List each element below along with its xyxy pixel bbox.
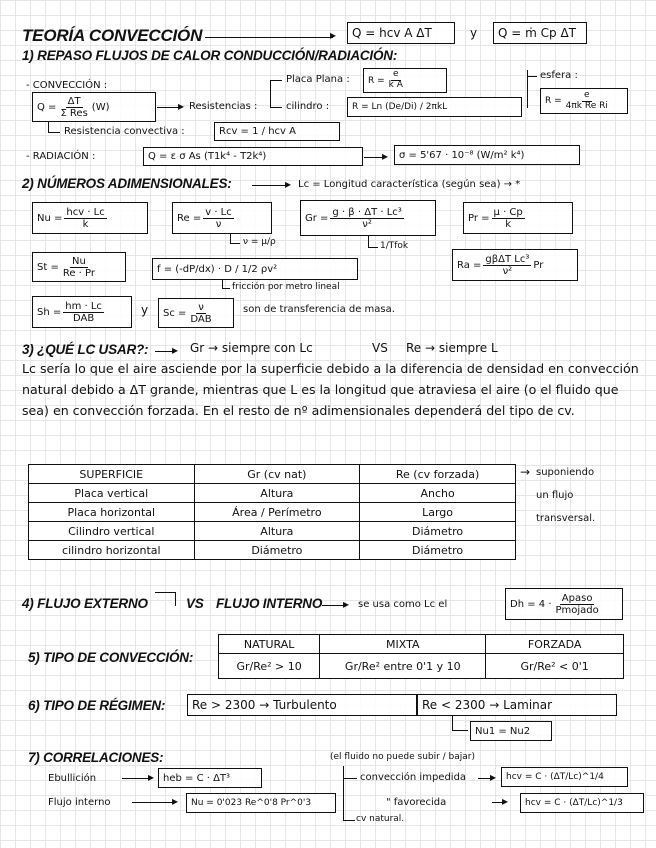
rayleigh-number [452,249,578,281]
gr-lhs: Gr = [305,212,329,224]
table-cell: Largo [360,503,516,522]
table-header: Re (cv forzada) [360,465,516,484]
bracket-line [222,288,230,289]
sh-lhs: Sh = [37,306,62,318]
table-note-line: transversal. [536,513,596,524]
st-numerator: Nu [71,255,86,267]
arrow-line [252,185,288,186]
st-lhs: St = [37,261,59,273]
ra-lhs: Ra = [457,259,482,271]
section-1-heading: 1) REPASO FLUJOS DE CALOR CONDUCCIÓN/RADIACIÓN: [22,48,398,63]
table-header: Gr (cv nat) [194,465,360,484]
bracket-line [343,778,357,779]
table-header: FORZADA [486,635,624,654]
convection-heat-equation: Q = hcv A ΔT [347,22,455,44]
table-cell: Diámetro [194,541,360,560]
table-row [219,654,624,679]
q-lhs: Q = [37,101,57,113]
table-header-row [29,465,516,484]
table-cell: Placa vertical [29,484,195,503]
gr-denominator: ν² [362,218,372,230]
laminar-nusselt-note: Nu1 = Nu2 [470,721,552,741]
dh-numerator: Apaso [561,592,593,604]
pp-numerator: e [393,69,399,80]
esf-lhs: R = [545,96,562,106]
section-4-heading-external: 4) FLUJO EXTERNO [22,596,148,611]
sh-denominator: DAB [72,312,95,324]
reynolds-number [172,202,272,234]
bracket-line [270,80,282,81]
arrow-head: ▸ [178,99,185,113]
dh-lhs: Dh = 4 · [510,598,552,610]
bracket-line [452,730,468,731]
resistances-label: Resistencias : [189,101,258,112]
table-cell: cilindro horizontal [29,541,195,560]
radiation-equation: Q = ε σ As (T1k⁴ - T2k⁴) [143,147,363,166]
table-row [29,541,516,560]
impeded-convection-correlation: hcv = C · (ΔT/Lc)^1/4 [501,767,628,787]
internal-flow-label: Flujo interno [48,797,111,808]
table-row [29,484,516,503]
convection-label: - CONVECCIÓN : [26,80,108,91]
esf-numerator: e [583,89,590,100]
table-cell: Área / Perímetro [194,503,360,522]
table-cell: Altura [194,522,360,541]
page-title: TEORÍA CONVECCIÓN [22,26,203,45]
grashof-rule: Gr → siempre con Lc [190,341,313,355]
table-note-arrow: → [520,465,531,479]
pr-lhs: Pr = [468,212,490,224]
sh-numerator: hm · Lc [65,300,102,312]
bracket-line [270,80,271,107]
convection-q-formula [32,92,156,122]
table-note-line: un flujo [536,490,574,501]
favored-convection-correlation: hcv = C · (ΔT/Lc)^1/3 [520,793,644,813]
laminar-regime: Re < 2300 → Laminar [417,694,617,716]
st-denominator: Re · Pr [62,267,95,279]
table-header: MIXTA [320,635,486,654]
table-cell: Gr/Re² entre 0'1 y 10 [320,654,486,679]
bracket-line [368,247,378,248]
arrow-head: ▸ [172,343,179,357]
section-7-heading: 7) CORRELACIONES: [28,750,164,765]
table-row [29,522,516,541]
mass-transfer-note: son de transferencia de masa. [243,304,395,315]
gr-numerator: g · β · ΔT · Lc³ [332,206,402,218]
q-numerator: ΔT [67,95,81,107]
bracket-line [368,236,369,247]
pr-denominator: k [505,218,512,230]
hydraulic-diameter-note: se usa como Lc el [358,599,448,610]
impeded-convection-label: convección impedida [360,772,467,783]
table-header: NATURAL [219,635,320,654]
esf-denominator: 4πk Re Ri [565,100,608,111]
bracket-line [48,132,60,133]
q-denominator: Σ Res [60,107,88,119]
dh-denominator: Pmojado [555,604,599,616]
sc-denominator: DAB [190,313,212,325]
ra-tail: Pr [533,259,544,271]
pr-numerator: μ · Cp [493,206,523,218]
sherwood-number [32,296,132,328]
sherwood-and: y [141,303,149,317]
section-4-vs: VS [186,596,204,611]
title-arrow-head: ▸ [330,28,337,42]
lc-explanation-paragraph: Lc sería lo que el aire asciende por la superficie debido a la diferencia de densidad en convección natural debido a ΔT grande, mientras que L es la longitud que atraviesa el aire (o el fluido que sea) en convección forzada. En el resto de nº adimensionales dependerá del tipo de cv. [22,361,639,418]
table-cell: Diámetro [360,522,516,541]
reynolds-rule: Re → siempre L [406,341,498,355]
sc-lhs: Sc = [163,307,187,319]
beta-note: 1/Tfok [380,241,409,251]
table-cell: Cilindro vertical [29,522,195,541]
arrow-head: ▸ [172,794,179,808]
characteristic-length-note: Lc = Longitud característica (según sea) → * [298,179,521,190]
table-cell: Placa horizontal [29,503,195,522]
arrow-head: ▸ [502,794,509,808]
section-4-heading-internal: FLUJO INTERNO [216,596,323,611]
title-arrow [205,37,333,38]
characteristic-length-table [28,464,516,560]
nusselt-number [32,202,148,234]
cylinder-label: cilindro : [286,101,330,112]
convection-type-table [218,634,624,679]
arrow-head: ▸ [382,149,389,163]
turbulent-regime: Re > 2300 → Turbulento [187,694,417,716]
bracket-line [155,592,175,593]
table-row [29,503,516,522]
boiling-label: Ebullición [48,773,97,784]
q-unit: (W) [91,101,110,113]
stanton-number [32,252,126,282]
table-header: SUPERFICIE [29,465,195,484]
schmidt-number [158,298,234,328]
table-cell: Diámetro [360,541,516,560]
natural-convection-note: (el fluido no puede subir / bajar) [330,752,476,762]
table-cell: Gr/Re² < 0'1 [486,654,624,679]
enthalpy-heat-equation: Q = ṁ Cp ΔT [493,22,587,44]
arrow-head: ▸ [148,770,155,784]
nu-numerator: hcv · Lc [66,206,105,218]
grashof-number [300,200,436,236]
re-lhs: Re = [177,212,202,224]
flat-plate-resistance [363,68,447,93]
sphere-resistance [540,88,628,114]
flat-plate-label: Placa Plana : [286,74,350,85]
pp-lhs: R = [368,75,385,86]
section-2-heading: 2) NÚMEROS ADIMENSIONALES: [22,176,232,191]
favored-convection-label: " favorecida [386,797,447,808]
arrow-head: ▸ [343,597,350,611]
bracket-line [343,820,355,821]
bracket-line [527,76,537,77]
sc-numerator: ν [198,301,204,313]
bracket-line [48,122,49,132]
table-header-row [219,635,624,654]
natural-convection-label: cv natural. [356,814,405,824]
table-cell: Gr/Re² > 10 [219,654,320,679]
friction-factor: f = (-dP/dx) · D / 1/2 ρv² [152,258,358,280]
friction-note: fricción por metro lineal [232,282,340,292]
convective-resistance-label: Resistencia convectiva : [64,126,185,137]
cylinder-resistance: R = Ln (De/Di) / 2πkL [347,97,522,117]
bracket-line [222,280,223,288]
table-note-line: suponiendo [536,467,595,478]
radiation-label: - RADIACIÓN : [26,151,96,162]
stefan-boltzmann-constant: σ = 5'67 · 10⁻⁸ (W/m² k⁴) [394,145,580,165]
arrow-line [132,802,176,803]
ra-denominator: ν² [502,265,513,277]
section-6-heading: 6) TIPO DE RÉGIMEN: [28,698,166,713]
re-denominator: ν [215,218,222,230]
sphere-label: esfera : [540,70,578,81]
hydraulic-diameter-eq [505,588,623,620]
internal-flow-correlation: Nu = 0'023 Re^0'8 Pr^0'3 [186,793,336,813]
bracket-line [343,766,344,820]
arrow-head: ▸ [490,770,497,784]
re-numerator: v · Lc [205,206,232,218]
boiling-correlation: heb = C · ΔT³ [158,768,262,788]
bracket-line [175,592,176,606]
bracket-line [230,243,240,244]
rule-vs: VS [372,341,388,355]
table-cell: Altura [194,484,360,503]
ra-numerator: gβΔT Lc³ [485,253,530,265]
nu-denominator: k [82,218,89,230]
convective-resistance-eq: Rcv = 1 / hcv A [214,122,340,141]
section-3-heading: 3) ¿QUÉ LC USAR?: [22,342,149,357]
bracket-line [230,234,231,243]
prandtl-number [463,202,573,234]
kinematic-viscosity: ν = μ/ρ [243,237,276,247]
pp-denominator: k A [388,80,403,90]
section-5-heading: 5) TIPO DE CONVECCIÓN: [28,650,194,665]
table-cell: Ancho [360,484,516,503]
arrow-head: ▸ [285,177,292,191]
bracket-line [270,107,282,108]
nu-lhs: Nu = [37,212,63,224]
bracket-line [452,716,453,730]
title-and: y [470,26,478,40]
